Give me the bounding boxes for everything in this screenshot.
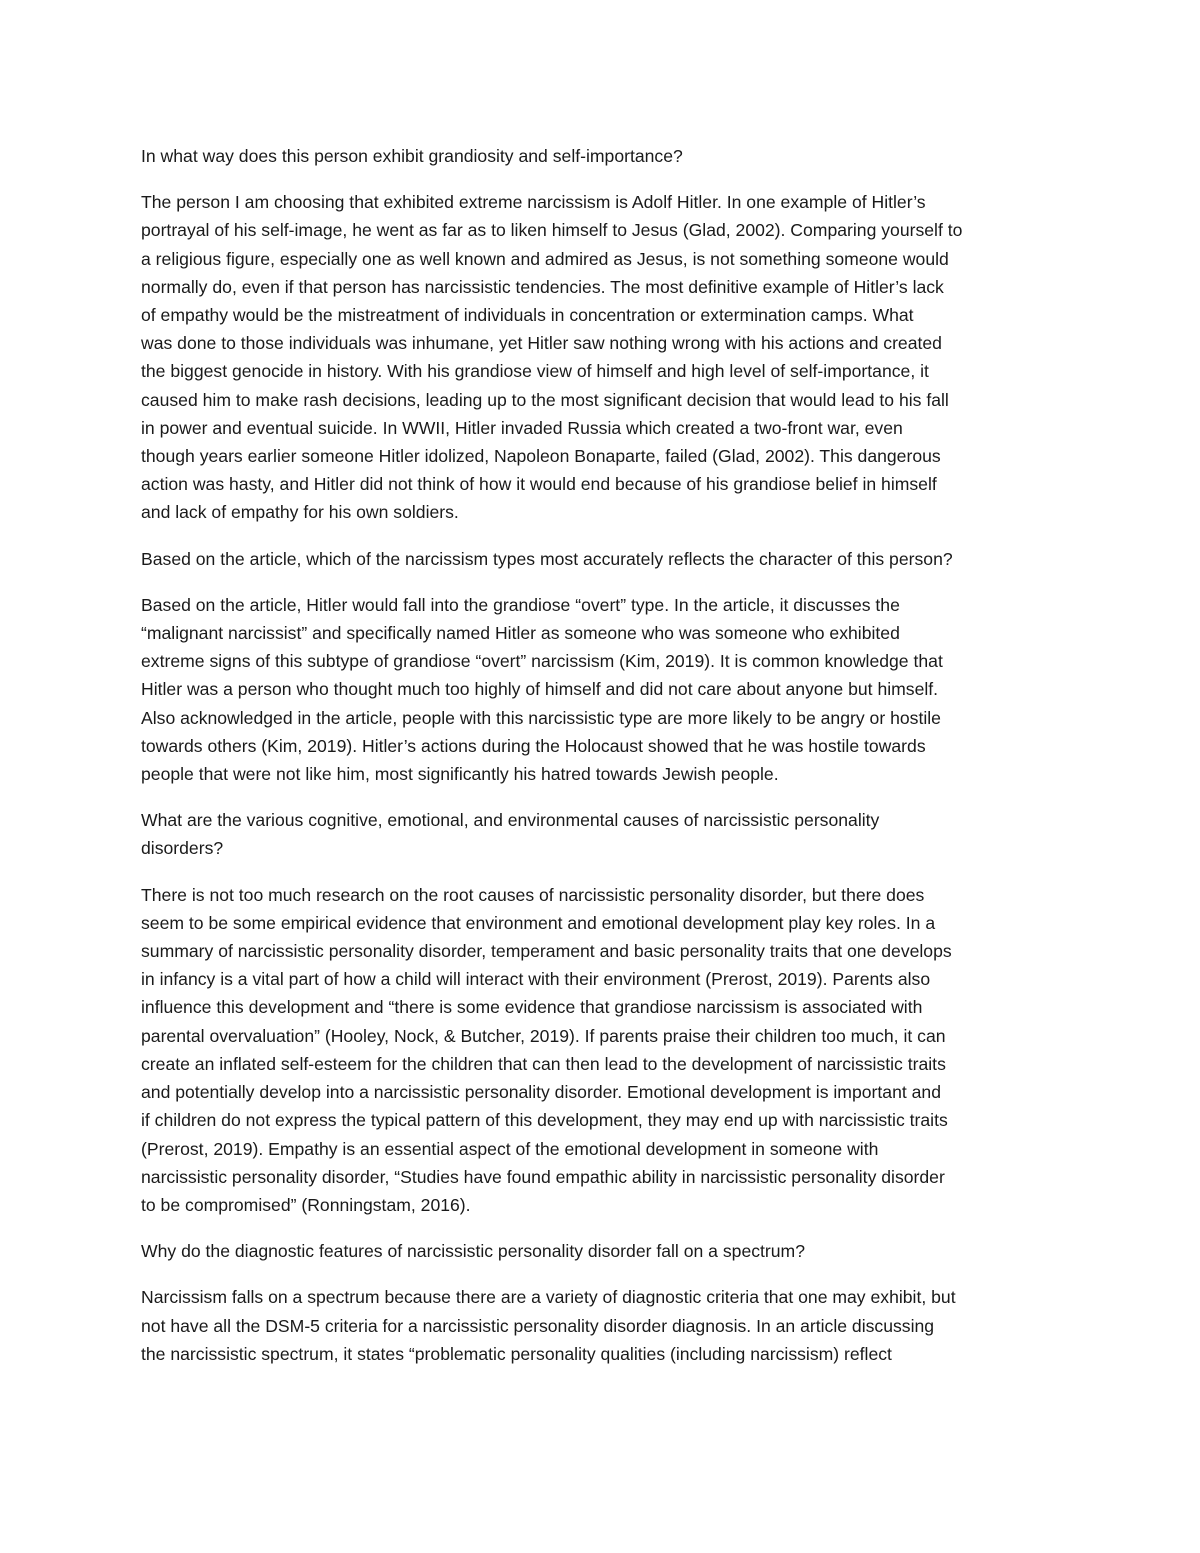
text-line: though years earlier someone Hitler idolized, Napoleon Bonaparte, failed (Glad, 2002). This dangerous: [141, 446, 941, 467]
text-line: There is not too much research on the root causes of narcissistic personality disorder, but there does: [141, 884, 925, 905]
text-line: “malignant narcissist” and specifically named Hitler as someone who was someone who exhibited: [141, 623, 900, 644]
paragraph: [141, 1237, 1061, 1265]
text-line: Also acknowledged in the article, people with this narcissistic type are more likely to be angry or hostile: [141, 707, 941, 728]
paragraph: [141, 545, 1061, 573]
paragraph: [141, 881, 1061, 1219]
text-line: was done to those individuals was inhumane, yet Hitler saw nothing wrong with his actions and created: [141, 333, 942, 354]
text-line: The person I am choosing that exhibited extreme narcissism is Adolf Hitler. In one example of Hitler’s: [141, 192, 926, 213]
text-line: if children do not express the typical pattern of this development, they may end up with narcissistic traits: [141, 1110, 948, 1131]
text-line: and potentially develop into a narcissistic personality disorder. Emotional development is important and: [141, 1082, 941, 1103]
text-line: extreme signs of this subtype of grandiose “overt” narcissism (Kim, 2019). It is common knowledge that: [141, 651, 943, 672]
text-line: to be compromised” (Ronningstam, 2016).: [141, 1194, 471, 1215]
document-body: [141, 142, 1061, 1386]
text-line: influence this development and “there is some evidence that grandiose narcissism is associated with: [141, 997, 923, 1018]
text-line: in infancy is a vital part of how a child will interact with their environment (Prerost, 2019). Parents also: [141, 969, 931, 990]
text-line: Based on the article, Hitler would fall into the grandiose “overt” type. In the article, it discusses the: [141, 594, 900, 615]
text-line: seem to be some empirical evidence that environment and emotional development play key roles. In a: [141, 912, 936, 933]
paragraph: [141, 806, 1061, 862]
text-line: the narcissistic spectrum, it states “problematic personality qualities (including narcissism) reflect: [141, 1343, 892, 1364]
paragraph: [141, 142, 1061, 170]
text-line: caused him to make rash decisions, leading up to the most significant decision that would lead to his fall: [141, 389, 949, 410]
text-line: the biggest genocide in history. With his grandiose view of himself and high level of self-importance, it: [141, 361, 929, 382]
text-line: Narcissism falls on a spectrum because there are a variety of diagnostic criteria that one may exhibit, but: [141, 1287, 956, 1308]
text-line: people that were not like him, most significantly his hatred towards Jewish people.: [141, 764, 779, 785]
text-line: summary of narcissistic personality disorder, temperament and basic personality traits that one develops: [141, 941, 952, 962]
text-line: portrayal of his self-image, he went as far as to liken himself to Jesus (Glad, 2002). Comparing yourself to: [141, 220, 963, 241]
text-line: normally do, even if that person has narcissistic tendencies. The most definitive example of Hitler’s lack: [141, 276, 944, 297]
text-line: and lack of empathy for his own soldiers.: [141, 502, 459, 523]
paragraph: [141, 591, 1061, 788]
text-line: What are the various cognitive, emotional, and environmental causes of narcissistic personality: [141, 810, 880, 831]
text-line: narcissistic personality disorder, “Studies have found empathic ability in narcissistic personality disorder: [141, 1166, 945, 1187]
text-line: parental overvaluation” (Hooley, Nock, & Butcher, 2019). If parents praise their children too much, it can: [141, 1025, 946, 1046]
paragraph: [141, 1283, 1061, 1368]
text-line: create an inflated self-esteem for the children that can then lead to the development of narcissistic traits: [141, 1053, 946, 1074]
text-line: Why do the diagnostic features of narcissistic personality disorder fall on a spectrum?: [141, 1241, 805, 1262]
text-line: (Prerost, 2019). Empathy is an essential aspect of the emotional development in someone with: [141, 1138, 879, 1159]
text-line: towards others (Kim, 2019). Hitler’s actions during the Holocaust showed that he was hostile towards: [141, 735, 926, 756]
text-line: in power and eventual suicide. In WWII, Hitler invaded Russia which created a two-front war, even: [141, 417, 903, 438]
text-line: of empathy would be the mistreatment of individuals in concentration or extermination camps. What: [141, 305, 914, 326]
text-line: In what way does this person exhibit grandiosity and self-importance?: [141, 146, 683, 166]
text-line: a religious figure, especially one as well known and admired as Jesus, is not something someone would: [141, 248, 949, 269]
text-line: Based on the article, which of the narcissism types most accurately reflects the character of this person?: [141, 548, 953, 569]
text-line: Hitler was a person who thought much too highly of himself and did not care about anyone but himself.: [141, 679, 939, 700]
text-line: disorders?: [141, 838, 224, 859]
paragraph: [141, 188, 1061, 526]
text-line: not have all the DSM-5 criteria for a narcissistic personality disorder diagnosis. In an article discussing: [141, 1315, 935, 1336]
text-line: action was hasty, and Hitler did not think of how it would end because of his grandiose belief in himself: [141, 474, 937, 495]
